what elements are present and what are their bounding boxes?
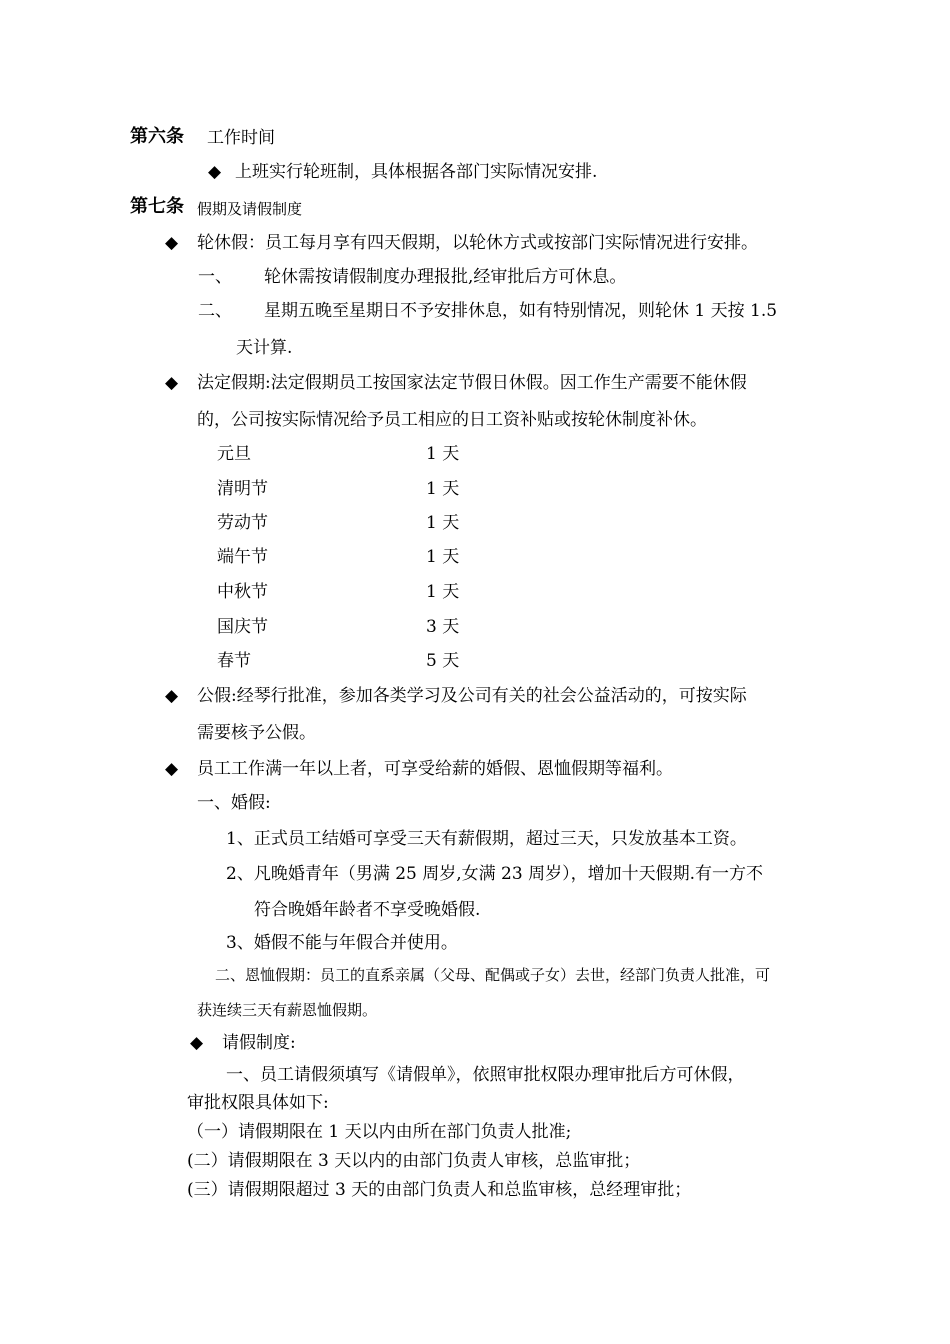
bullet-diamond-icon: ◆	[165, 373, 179, 393]
rest-leave-item2-text: 星期五晚至星期日不予安排休息，如有特别情况，则轮休 1 天按 1.5	[264, 301, 778, 321]
bullet-diamond-icon: ◆	[165, 686, 179, 706]
bereavement-line2: 获连续三天有薪恩恤假期。	[197, 1001, 378, 1019]
marriage-title: 一、婚假:	[197, 793, 271, 813]
holiday-name: 劳动节	[217, 513, 268, 533]
holiday-name: 清明节	[217, 479, 268, 499]
marriage-item2: 2、凡晚婚青年（男满 25 周岁,女满 23 周岁），增加十天假期.有一方不	[226, 864, 764, 884]
marriage-item3: 3、婚假不能与年假合并使用。	[226, 933, 458, 953]
rest-leave-item1-num: 一、	[198, 267, 232, 287]
rest-leave-item2-num: 二、	[198, 301, 232, 321]
holiday-name: 中秋节	[217, 582, 268, 602]
leave-system-p1-line2: 审批权限具体如下:	[187, 1093, 329, 1113]
public-leave-line2: 需要核予公假。	[197, 723, 316, 743]
statutory-line2: 的，公司按实际情况给予员工相应的日工资补贴或按轮休制度补休。	[197, 410, 707, 430]
bullet-diamond-icon: ◆	[165, 233, 179, 253]
article7-subtitle: 假期及请假制度	[197, 200, 303, 218]
holiday-days: 1 天	[426, 479, 460, 499]
holiday-days: 1 天	[426, 513, 460, 533]
rest-leave-item1-text: 轮休需按请假制度办理报批,经审批后方可休息。	[264, 267, 627, 287]
holiday-days: 5 天	[426, 651, 460, 671]
bereavement-line1: 二、恩恤假期：员工的直系亲属（父母、配偶或子女）去世，经部门负责人批准，可	[215, 966, 771, 984]
public-leave-line1: 公假:经琴行批准，参加各类学习及公司有关的社会公益活动的，可按实际	[197, 686, 747, 706]
holiday-days: 1 天	[426, 582, 460, 602]
holiday-days: 1 天	[426, 444, 460, 464]
holiday-name: 国庆节	[217, 617, 268, 637]
welfare-text: 员工工作满一年以上者，可享受给薪的婚假、恩恤假期等福利。	[197, 759, 673, 779]
holiday-name: 春节	[217, 651, 251, 671]
article6-subtitle: 工作时间	[207, 128, 275, 148]
leave-rule-2: (二）请假期限在 3 天以内的由部门负责人审核，总监审批；	[187, 1151, 641, 1171]
marriage-item1: 1、正式员工结婚可享受三天有薪假期，超过三天，只发放基本工资。	[226, 829, 747, 849]
leave-rule-1: （一）请假期限在 1 天以内由所在部门负责人批准;	[187, 1122, 572, 1142]
bullet-diamond-icon: ◆	[165, 759, 179, 779]
bullet-diamond-icon: ◆	[208, 162, 222, 182]
holiday-name: 元旦	[217, 444, 251, 464]
leave-rule-3: (三）请假期限超过 3 天的由部门负责人和总监审核，总经理审批；	[187, 1180, 692, 1200]
marriage-item2-cont: 符合晚婚年龄者不享受晚婚假.	[254, 900, 481, 920]
rest-leave-item2-cont: 天计算.	[236, 338, 293, 358]
holiday-days: 3 天	[426, 617, 460, 637]
bullet-diamond-icon: ◆	[190, 1033, 204, 1053]
rest-leave-text: 轮休假：员工每月享有四天假期，以轮休方式或按部门实际情况进行安排。	[197, 233, 758, 253]
holiday-name: 端午节	[217, 547, 268, 567]
article6-item: 上班实行轮班制，具体根据各部门实际情况安排.	[235, 162, 598, 182]
article6-title: 第六条	[130, 126, 184, 147]
holiday-days: 1 天	[426, 547, 460, 567]
leave-system-p1-line1: 一、员工请假须填写《请假单》，依照审批权限办理审批后方可休假，	[226, 1065, 745, 1085]
statutory-line1: 法定假期:法定假期员工按国家法定节假日休假。因工作生产需要不能休假	[197, 373, 747, 393]
article7-title: 第七条	[130, 196, 184, 217]
leave-system-title: 请假制度:	[222, 1033, 296, 1053]
